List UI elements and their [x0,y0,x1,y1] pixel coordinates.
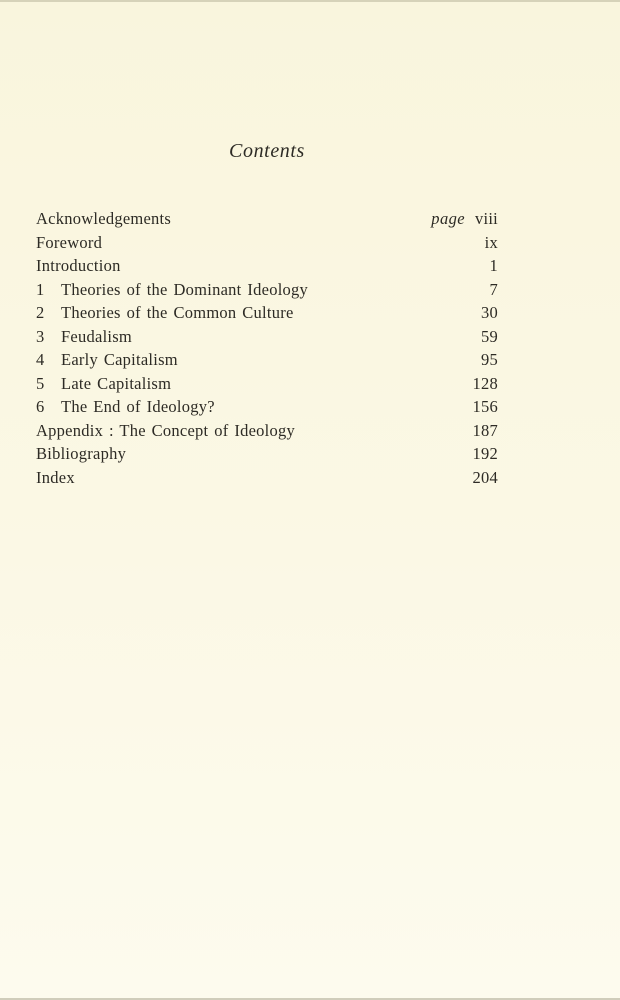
entry-title: Feudalism [61,326,132,346]
chapter-number: 2 [36,303,45,322]
entry-page-number: 192 [472,444,498,463]
entry-title: Acknowledgements [36,209,172,228]
chapter-number: 6 [36,397,45,416]
entry-title: Early Capitalism [61,350,178,369]
entry-page-number: page viii [431,209,498,228]
contents-block [36,140,498,489]
toc-row [36,395,498,419]
toc-row [36,231,498,255]
entry-page-number: 7 [489,279,498,299]
chapter-number: 1 [36,279,45,299]
entry-page-number: 128 [472,373,498,393]
page-top-edge-shadow [0,0,620,2]
entry-page-number: ix [484,232,498,252]
entry-title: Theories of the Dominant Ideology [61,279,309,299]
entry-title: Introduction [36,256,121,275]
page-column-label: page [431,209,465,228]
toc-row [36,348,498,372]
toc-row [36,207,498,231]
toc-row [36,278,498,302]
entry-title: Late Capitalism [61,373,172,393]
entry-page-number: 95 [481,350,498,369]
entry-page-number: 204 [472,467,498,487]
toc-row [36,254,498,278]
toc-row [36,325,498,349]
toc-list [36,207,498,489]
entry-title: Appendix : The Concept of Ideology [36,420,296,440]
toc-row [36,301,498,325]
chapter-number: 4 [36,350,45,369]
toc-row [36,442,498,466]
entry-title: Bibliography [36,444,127,463]
entry-title: Theories of the Common Culture [61,303,294,322]
entry-page-number: 187 [472,420,498,440]
entry-title: Foreword [36,232,103,252]
entry-page-number: 1 [489,256,498,275]
entry-page-number: 59 [481,326,498,346]
entry-title: Index [36,467,75,487]
page-title: Contents [229,140,305,162]
chapter-number: 3 [36,326,45,346]
entry-page-number: 156 [472,397,498,416]
entry-page-number: 30 [481,303,498,322]
toc-row [36,372,498,396]
chapter-number: 5 [36,373,45,393]
entry-title: The End of Ideology? [61,397,215,416]
toc-row [36,419,498,443]
toc-row [36,466,498,490]
